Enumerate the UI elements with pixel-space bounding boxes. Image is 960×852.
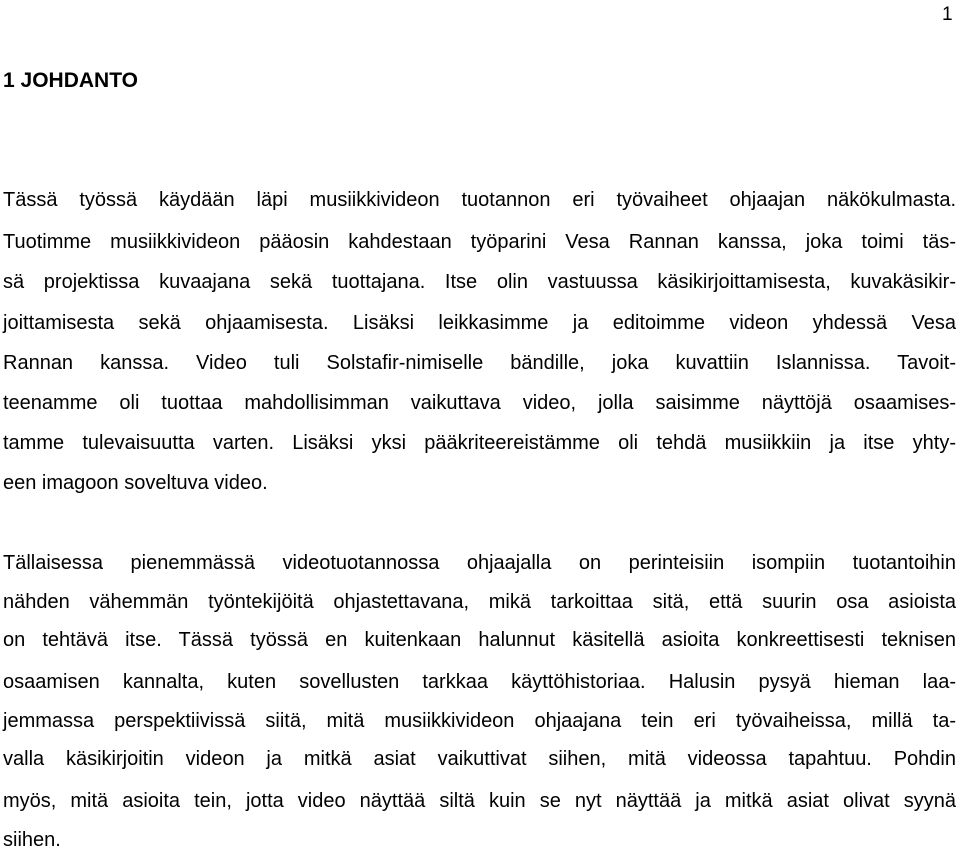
paragraph-line: Rannan kanssa. Video tuli Solstafir-nimiselle bändille, joka kuvattiin Islannissa. Tavoit- <box>3 352 956 374</box>
section-heading: 1 JOHDANTO <box>3 69 138 92</box>
paragraph-line: joittamisesta sekä ohjaamisesta. Lisäksi leikkasimme ja editoimme videon yhdessä Vesa <box>3 312 956 334</box>
paragraph-line: nähden vähemmän työntekijöitä ohjastettavana, mikä tarkoittaa sitä, että suurin osa asioista <box>3 591 956 613</box>
paragraph-line: Tässä työssä käydään läpi musiikkivideon tuotannon eri työvaiheet ohjaajan näkökulmasta. <box>3 189 956 211</box>
paragraph-line: teenamme oli tuottaa mahdollisimman vaikuttava video, jolla saisimme näyttöjä osaamises- <box>3 392 956 414</box>
paragraph-line: siihen. <box>3 829 61 851</box>
paragraph-line: jemmassa perspektiivissä siitä, mitä musiikkivideon ohjaajana tein eri työvaiheissa, millä ta- <box>3 710 956 732</box>
page-number: 1 <box>942 4 953 25</box>
paragraph-line: valla käsikirjoitin videon ja mitkä asiat vaikuttivat siihen, mitä videossa tapahtuu. Pohdin <box>3 748 956 770</box>
paragraph-line: on tehtävä itse. Tässä työssä en kuitenkaan halunnut käsitellä asioita konkreettisesti teknisen <box>3 629 956 651</box>
paragraph-line: Tuotimme musiikkivideon pääosin kahdestaan työparini Vesa Rannan kanssa, joka toimi täs- <box>3 231 956 253</box>
paragraph-line: sä projektissa kuvaajana sekä tuottajana. Itse olin vastuussa käsikirjoittamisesta, kuvakäsikir- <box>3 271 956 293</box>
paragraph-line: een imagoon soveltuva video. <box>3 472 268 494</box>
paragraph-line: osaamisen kannalta, kuten sovellusten tarkkaa käyttöhistoriaa. Halusin pysyä hieman laa- <box>3 671 956 693</box>
paragraph-line: Tällaisessa pienemmässä videotuotannossa ohjaajalla on perinteisiin isompiin tuotantoihin <box>3 552 956 574</box>
paragraph-line: tamme tulevaisuutta varten. Lisäksi yksi pääkriteereistämme oli tehdä musiikkiin ja itse yhty- <box>3 432 956 454</box>
paragraph-line: myös, mitä asioita tein, jotta video näyttää siltä kuin se nyt näyttää ja mitkä asiat olivat syynä <box>3 790 956 812</box>
